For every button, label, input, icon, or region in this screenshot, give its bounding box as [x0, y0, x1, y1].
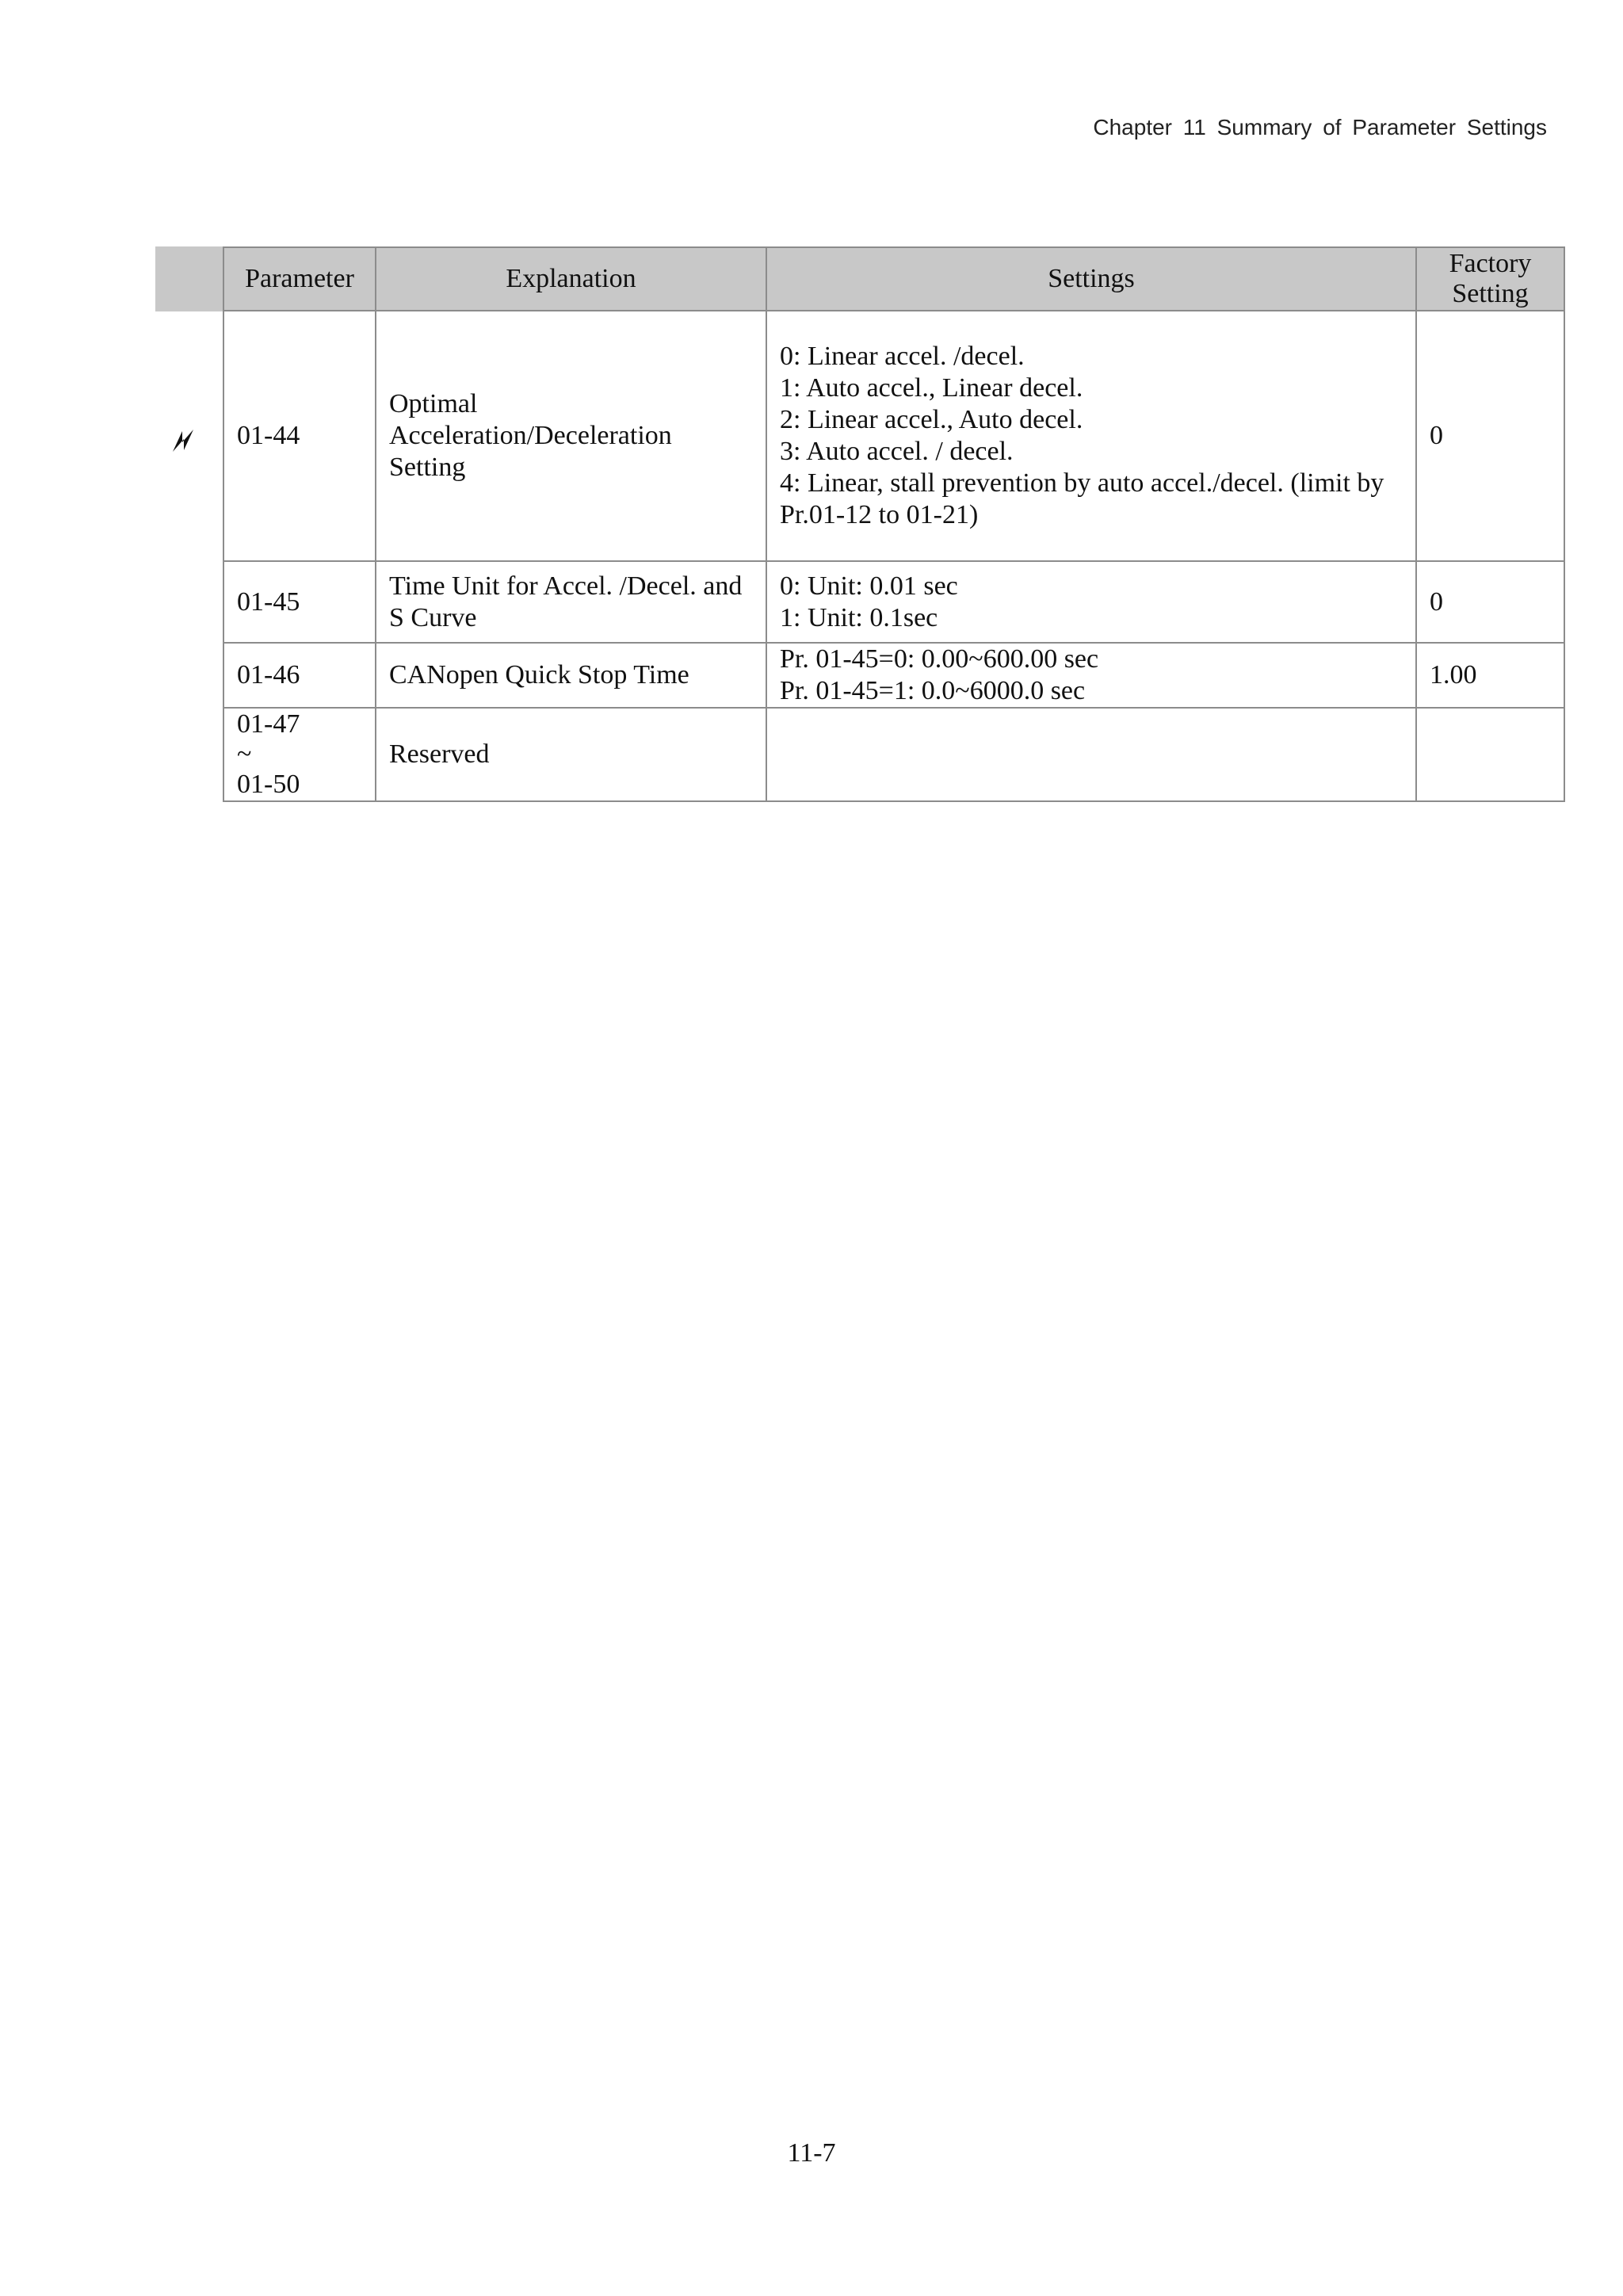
factory-setting-cell — [1416, 708, 1564, 801]
explanation-line: Optimal — [389, 389, 478, 418]
header-side-strip — [155, 246, 223, 311]
parameter-cell — [223, 643, 376, 708]
settings-line: 4: Linear, stall prevention by auto accel./decel. (limit by — [780, 468, 1384, 498]
parameter-table — [223, 246, 1565, 802]
parameter-code: 01-47 — [237, 709, 300, 739]
explanation-line: Acceleration/Deceleration — [389, 421, 672, 450]
parameter-cell — [223, 311, 376, 561]
factory-setting-cell: 0 — [1416, 311, 1564, 561]
settings-cell — [766, 708, 1416, 801]
settings-cell — [766, 311, 1416, 561]
lightning-mark-icon — [166, 425, 201, 457]
header-factory-line: Setting — [1452, 279, 1529, 308]
settings-line: 1: Auto accel., Linear decel. — [780, 373, 1083, 403]
settings-cell — [766, 643, 1416, 708]
settings-line: 0: Linear accel. /decel. — [780, 342, 1025, 371]
header-factory-line: Factory — [1449, 249, 1532, 278]
table-header-row — [223, 247, 1564, 311]
explanation-cell — [376, 643, 766, 708]
parameter-code: 01-45 — [237, 586, 300, 617]
page-number: 11-7 — [787, 2138, 836, 2168]
explanation-line: Time Unit for Accel. /Decel. and — [389, 571, 743, 601]
running-header: Chapter 11 Summary of Parameter Settings — [1093, 115, 1547, 139]
settings-cell — [766, 561, 1416, 643]
parameter-code: 01-46 — [237, 660, 300, 690]
header-parameter: Parameter — [223, 247, 376, 311]
settings-line: Pr. 01-45=0: 0.00~600.00 sec — [780, 644, 1099, 674]
explanation-line: Setting — [389, 453, 466, 482]
settings-line: Pr. 01-45=1: 0.0~6000.0 sec — [780, 676, 1086, 705]
explanation-cell — [376, 311, 766, 561]
explanation-cell — [376, 708, 766, 801]
settings-line: 2: Linear accel., Auto decel. — [780, 405, 1083, 434]
parameter-cell — [223, 561, 376, 643]
settings-line: 3: Auto accel. / decel. — [780, 437, 1014, 466]
factory-setting-cell: 1.00 — [1416, 643, 1564, 708]
settings-line: 0: Unit: 0.01 sec — [780, 571, 958, 601]
header-factory-setting — [1416, 247, 1564, 311]
parameter-code: 01-44 — [237, 421, 300, 450]
parameter-code: 01-50 — [237, 770, 300, 799]
settings-line: Pr.01-12 to 01-21) — [780, 500, 979, 529]
settings-line: 1: Unit: 0.1sec — [780, 602, 938, 632]
parameter-cell — [223, 708, 376, 801]
explanation-cell — [376, 561, 766, 643]
explanation-line: S Curve — [389, 602, 477, 632]
table-row — [223, 561, 1564, 643]
explanation-line: Reserved — [389, 739, 490, 769]
explanation-line: CANopen Quick Stop Time — [389, 660, 689, 690]
table-row — [223, 643, 1564, 708]
table-row — [223, 311, 1564, 561]
table-row — [223, 708, 1564, 801]
header-settings: Settings — [766, 247, 1416, 311]
factory-setting-cell: 0 — [1416, 561, 1564, 643]
parameter-range-tilde: ~ — [237, 739, 252, 769]
header-explanation: Explanation — [376, 247, 766, 311]
